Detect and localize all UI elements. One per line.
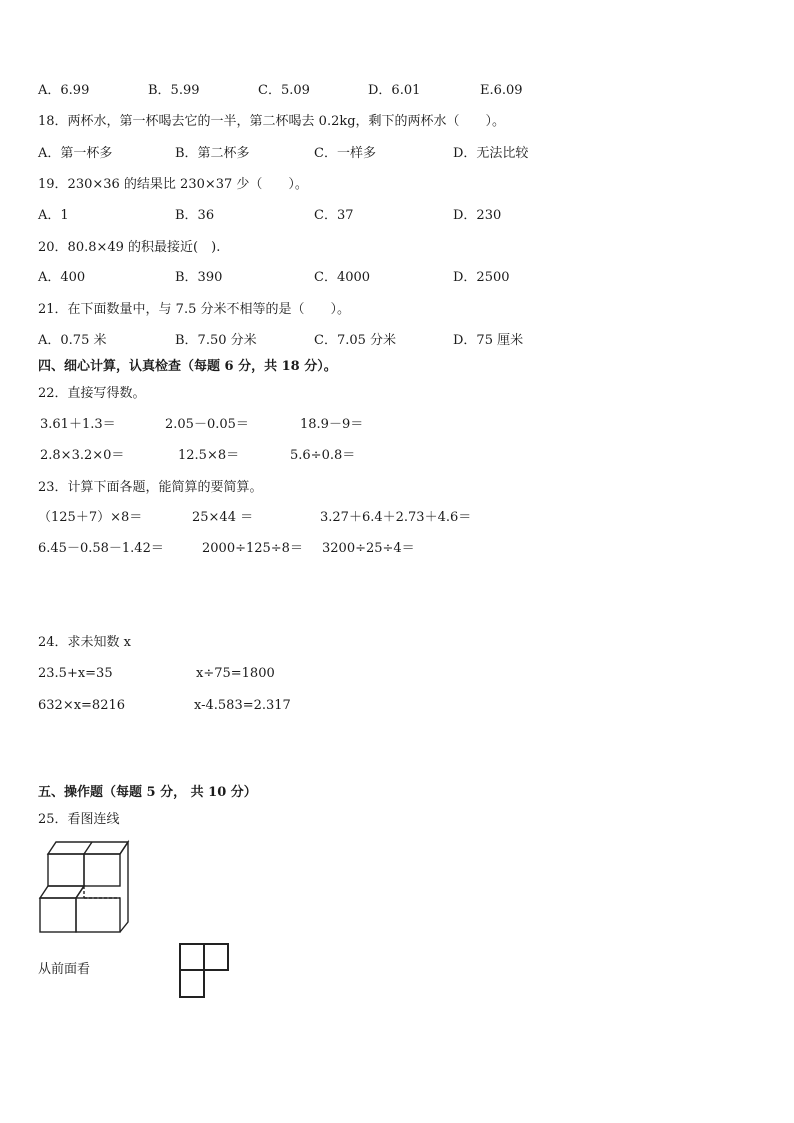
equation: x÷75=1800 [196,666,275,681]
option: D．2500 [453,270,510,285]
calc-item: （125＋7）×8＝ [38,510,143,525]
calc-item: 12.5×8＝ [178,448,240,463]
calc-item: 6.45－0.58－1.42＝ [38,541,164,556]
front-view-figure [178,942,230,1000]
equation: x-4.583=2.317 [194,698,291,713]
option: C．7.05 分米 [314,333,397,348]
equation: 632×x=8216 [38,698,126,713]
question-25: 25．看图连线 [38,812,120,827]
question-23: 23．计算下面各题，能简算的要简算。 [38,480,263,495]
question-22: 22．直接写得数。 [38,386,146,401]
option: D．75 厘米 [453,333,524,348]
question-19: 19．230×36 的结果比 230×37 少（ ）。 [38,177,308,192]
calc-item: 2.8×3.2×0＝ [40,448,125,463]
view-label: 从前面看 [38,962,91,977]
section-heading: 五、操作题（每题 5 分， 共 10 分） [38,785,257,800]
option: C．一样多 [314,146,376,161]
option: B．7.50 分米 [175,333,257,348]
option: B．390 [175,270,223,285]
calc-item: 5.6÷0.8＝ [290,448,356,463]
section-heading: 四、细心计算，认真检查（每题 6 分，共 18 分）。 [38,359,337,374]
option: C．37 [314,208,354,223]
question-21: 21．在下面数量中，与 7.5 分米不相等的是（ ）。 [38,302,350,317]
option: A．6.99 [38,83,90,98]
option: A．第一杯多 [38,146,113,161]
calc-item: 3.27＋6.4＋2.73＋4.6＝ [320,510,472,525]
calc-item: 3.61＋1.3＝ [40,417,116,432]
calc-item: 2.05－0.05＝ [165,417,249,432]
option: B．5.99 [148,83,200,98]
option: A．400 [38,270,86,285]
option: A．0.75 米 [38,333,107,348]
calc-item: 18.9－9＝ [300,417,364,432]
question-24: 24．求未知数 x [38,635,132,650]
option: A．1 [38,208,69,223]
calc-item: 3200÷25÷4＝ [322,541,415,556]
question-18: 18．两杯水，第一杯喝去它的一半，第二杯喝去 0.2kg，剩下的两杯水（ ）。 [38,114,506,129]
option: D．230 [453,208,502,223]
question-20: 20．80.8×49 的积最接近( ). [38,240,221,255]
option: E.6.09 [480,83,523,98]
cube-stack-figure [38,838,132,936]
calc-item: 2000÷125÷8＝ [202,541,303,556]
option: D．6.01 [368,83,421,98]
equation: 23.5+x=35 [38,666,113,681]
option: B．36 [175,208,215,223]
option: B．第二杯多 [175,146,250,161]
option: D．无法比较 [453,146,529,161]
option: C．4000 [314,270,371,285]
option: C．5.09 [258,83,310,98]
calc-item: 25×44 ＝ [192,510,254,525]
